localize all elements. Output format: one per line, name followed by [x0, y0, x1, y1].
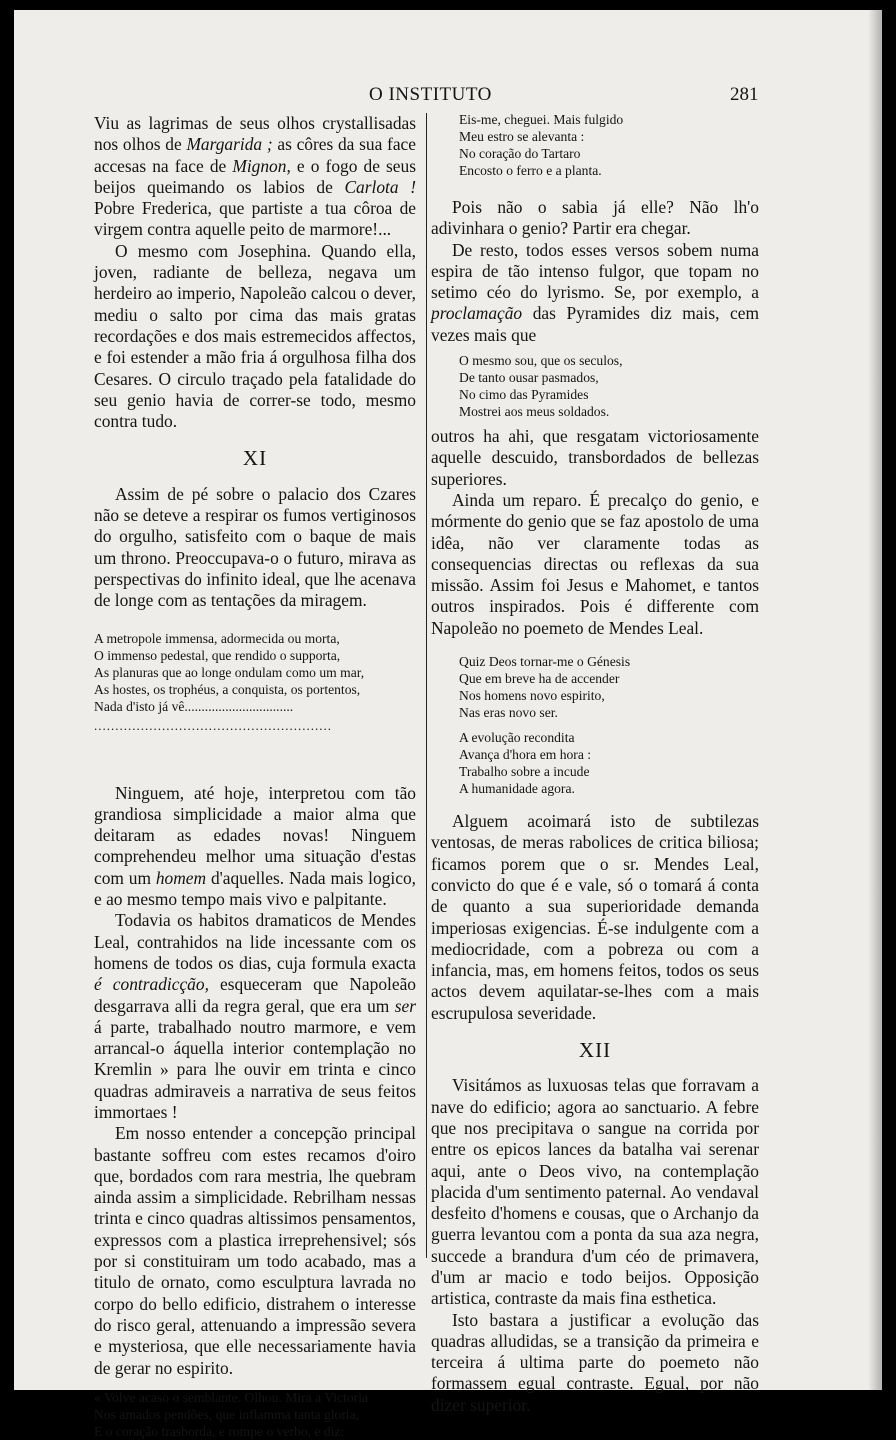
right-column [431, 111, 759, 1416]
verse-block: A evolução recondita Avança d'hora em hora : Trabalho sobre a incude A humanidade agora. [459, 730, 592, 797]
left-column [94, 113, 416, 1440]
paragraph: De resto, todos esses versos sobem numa espira de tão intenso fulgor, que topam no setimo céo do lyrismo. Se, por exemplo, a proclamação das Pyramides diz mais, cem vezes mais que [431, 239, 759, 345]
paragraph: outros ha ahi, que resgatam victoriosamente aquelle descuido, transbordados de bellezas superiores. [431, 426, 759, 489]
scan-edge-shadow [868, 10, 882, 1390]
paragraph: Em nosso entender a concepção principal bastante soffreu com estes recamos d'oiro que, bordados com rara mestria, lhe quebram ainda assim a simplicidade. Rebrilham nessas trinta e cinco quadras altissimos pensamentos, expressos com a plastica irreprehensivel; sós por si constituiram um todo acabado, mas a titulo de ornato, como esculptura lavrada no corpo do bello edificio, distrahem o interesse do risco geral, attenuando a impressão severa e mysteriosa, que elle necessariamente havia de gerar no espirito. [94, 1123, 416, 1378]
verse-block: Eis-me, cheguei. Mais fulgido Meu estro se alevanta : No coração do Tartaro Encosto o ferro e a planta. [459, 112, 624, 178]
page-scan [14, 10, 882, 1439]
paragraph: Pois não o sabia já elle? Não lh'o adivinhara o genio? Partir era chegar. [431, 197, 759, 239]
paragraph: Viu as lagrimas de seus olhos crystallisadas nos olhos de Margarida ; as côres da sua face accesas na face de Mignon, e o fogo de seus beijos queimando os labios de Carlota ! Pobre Frederica, que partiste a tua côroa de virgem contra aquelle peito de marmore!... [94, 113, 416, 240]
paragraph: Alguem acoimará isto de subtilezas ventosas, de meras rabolices de critica biliosa; ficamos porem que o sr. Mendes Leal, convicto do que é e vale, só o tomará á conta de quanto a sua superioridade demanda imperiosas exigencias. É-se indulgente com a mediocridade, com a pobreza ou com a infancia, mas, em homens feitos, todos os seus actos devem aquilatar-se-lhes com a mais escrupulosa severidade. [431, 811, 759, 1023]
paragraph: Assim de pé sobre o palacio dos Czares não se deteve a respirar os fumos vertiginosos do orgulho, satisfeito com o baque de mais um throno. Preoccupava-o o futuro, mirava as perspectivas do infinito ideal, que lhe acenava de longe com as tentações da miragem. [94, 483, 416, 611]
verse-block: O mesmo sou, que os seculos, De tanto ousar pasmados, No cimo das Pyramides Mostrei aos meus soldados. [459, 353, 623, 420]
running-title: O INSTITUTO [369, 84, 492, 105]
page-header [14, 76, 882, 106]
verse-block: Quiz Deos tornar-me o Génesis Que em breve ha de accender Nos homens novo espirito, Nas eras novo ser. [459, 654, 631, 721]
dotted-separator: ........................................................ [94, 717, 332, 733]
paragraph: O mesmo com Josephina. Quando ella, joven, radiante de belleza, negava um herdeiro ao imperio, Napoleão calcou o dever, mediu o salto por cima das mais gratas recordações e dos mais estremecidos affectos, e foi estender a mão fria á orgulhosa filha dos Cesares. O circulo traçado pela fatalidade do seu genio havia de correr-se todo, mesmo contra tudo. [94, 240, 416, 432]
paragraph: Ainda um reparo. É precalço do genio, e mórmente do genio que se faz apostolo de uma idêa, não ver claramente todas as consequencias directas ou reflexas da sua missão. Assim foi Jesus e Mahomet, e tantos outros inspirados. Pois é differente com Napoleão no poemeto de Mendes Leal. [431, 489, 759, 638]
paragraph: Ninguem, até hoje, interpretou com tão grandiosa simplicidade a maior alma que deitaram as edades novas! Ninguem comprehendeu melhor uma situação d'estas com um homem d'aquelles. Nada mais logico, e ao mesmo tempo mais vivo e palpitante. [94, 782, 416, 910]
verse-block: A metropole immensa, adormecida ou morta, O immenso pedestal, que rendido o supporta, As planuras que ao longe ondulam como um mar, As hostes, os trophéus, a conquista, os portentos, Nada d'isto já vê................................ [94, 630, 365, 714]
column-divider [426, 113, 427, 1258]
paragraph: Visitámos as luxuosas telas que forravam a nave do edificio; agora ao sanctuario. A febre que nos precipitava o sangue na corrida por entre os epicos lances da batalha vai serenar aqui, ante o Deos vivo, na contemplação placida d'um sentimento paternal. Ao vendaval desfeito d'homens e cousas, que o Archanjo da guerra levantou com a ponta da sua aza negra, succede a brandura d'um céo de primavera, d'um ar macio e todo beijos. Opposição artistica, contraste da mais fina esthetica. [431, 1075, 759, 1309]
paragraph: Todavia os habitos dramaticos de Mendes Leal, contrahidos na lide incessante com os homens de todos os dias, cuja formula exacta é contradicção, esqueceram que Napoleão desgarrava alli da regra geral, que era um ser á parte, trabalhado noutro marmore, e vem arrancal-o áquella interior contemplação no Kremlin » para lhe ouvir em trinta e cinco quadras admiraveis a narrativa de seus feitos immortaes ! [94, 910, 416, 1122]
paragraph: Isto bastara a justificar a evolução das quadras alludidas, se a transição da primeira e terceira á ultima parte do poemeto não formassem egual contraste. Egual, por não dizer superior. [431, 1309, 759, 1415]
page-number: 281 [730, 84, 759, 105]
section-heading-xi: XI [242, 446, 268, 471]
section-heading-xii: XII [578, 1038, 612, 1063]
footnote-verse: « Volve acaso o semblante. Olhou. Mira a Victoria Nos amados pendões, que inflamma tanta gloria, E o coração trasborda, e rompe o verbo, e diz: [94, 1389, 369, 1439]
